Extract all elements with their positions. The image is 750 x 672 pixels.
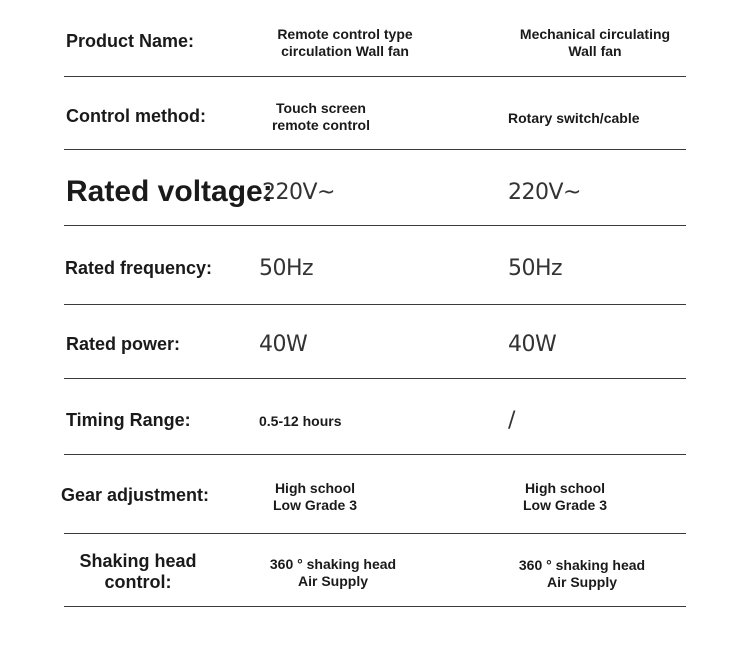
row-value-mechanical-model: 220V~ [508, 180, 581, 205]
row-value-mechanical-model: 40W [508, 332, 557, 357]
row-divider [64, 76, 686, 77]
row-value-remote-model: 360 ° shaking head Air Supply [269, 556, 397, 589]
row-divider [64, 378, 686, 379]
row-divider [64, 149, 686, 150]
row-label: Rated frequency: [65, 258, 213, 278]
row-divider [64, 606, 686, 607]
row-divider [64, 225, 686, 226]
row-label: Rated voltage: [66, 175, 273, 208]
row-value-remote-model: High school Low Grade 3 [272, 480, 358, 513]
row-divider [64, 454, 686, 455]
row-divider [64, 533, 686, 534]
row-value-remote-model: Remote control type circulation Wall fan [277, 26, 413, 59]
row-value-remote-model: 0.5-12 hours [259, 413, 342, 429]
row-value-mechanical-model: Rotary switch/cable [508, 110, 640, 126]
row-value-remote-model: 40W [259, 332, 308, 357]
row-value-remote-model: 50Hz [259, 256, 314, 281]
row-label: Product Name: [66, 31, 195, 51]
row-divider [64, 304, 686, 305]
row-value-remote-model: 220V~ [262, 180, 335, 205]
row-label: Rated power: [66, 334, 181, 354]
row-value-mechanical-model: High school Low Grade 3 [522, 480, 608, 513]
row-label: Shaking head control: [79, 551, 197, 592]
row-value-remote-model: Touch screen remote control [271, 100, 370, 133]
row-value-mechanical-model: 50Hz [508, 256, 563, 281]
row-value-mechanical-model: 360 ° shaking head Air Supply [518, 557, 646, 590]
row-label: Gear adjustment: [61, 485, 210, 505]
row-value-mechanical-model: / [508, 408, 515, 433]
row-label: Control method: [66, 106, 206, 126]
row-label: Timing Range: [66, 410, 191, 430]
row-value-mechanical-model: Mechanical circulating Wall fan [519, 26, 671, 59]
